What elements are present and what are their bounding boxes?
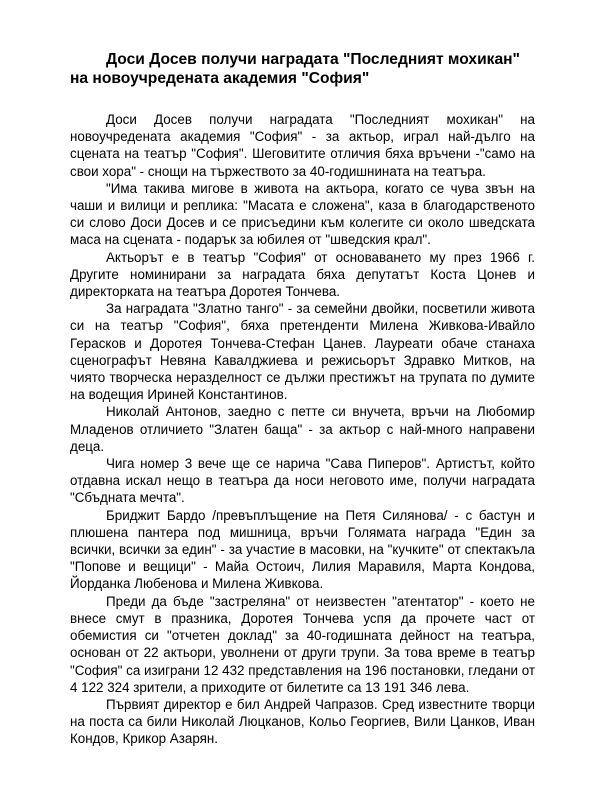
article-body [70,111,535,748]
article-paragraph: Първият директор е бил Андрей Чапразов. Сред известните творци на поста са били Николай Люцканов, Кольо Георгиев, Вили Цанков, Иван Кондов, Крикор Азарян. [70,696,535,747]
article-paragraph: Преди да бъде "застреляна" от неизвестен "атентатор" - което не внесе смут в празника, Доротея Тончева успя да прочете част от обемистия си "отчетен доклад" за 40-годишната дейност на театъра, основан от 22 актьори, уволнени от други трупи. За това време в театър "София" са изиграни 12 432 представления на 196 постановки, гледани от 4 122 324 зрители, а приходите от билетите са 13 191 346 лева. [70,593,535,695]
article-paragraph: Николай Антонов, заедно с петте си внучета, връчи на Любомир Младенов отличието "Златен баща" - за актьор с най-много направени деца. [70,404,535,454]
article-paragraph: Чига номер 3 вече ще се нарича "Сава Пиперов". Артистът, който отдавна искал нещо в театъра да носи неговото име, получи наградата "Сбъднатa мечта". [70,456,535,506]
article-paragraph: Актьорът е в театър "София" от основаването му през 1966 г. Другите номинирани за наградата бяха депутатът Коста Цонев и директорката на театъра Доротея Тончева. [70,249,535,300]
article-title: Доси Досев получи наградата "Последният мохикан" на новоучредената академия "София" [70,51,520,87]
article-paragraph: "Има такива мигове в живота на актьора, когато се чува звън на чаши и вилици и реплика: "Масата е сложена", каза в благодарственото си слово Доси Досев и се присъедини към колегите си около шведската маса на сцената - подарък за юбилея от "шведския крал". [70,180,535,248]
article-paragraph: Бриджит Бардо /превъплъщение на Петя Силянова/ - с бастун и плюшена пантера под мишница, връчи Голямата награда "Един за всички, всички за един" - за участие в масовки, на "кучките" от спектакъла "Попове и вещици" - Майа Остоич, Лилия Маравиля, Марта Кондова, Йорданка Любенова и Милена Живкова. [70,507,535,592]
article-paragraph: Доси Досев получи наградата "Последният мохикан" на новоучредената академия "София" - за актьор, играл най-дълго на сцената на театър "София". Шеговитите отличия бяха връчени -"само на свои хора" - снощи на тържеството за 40-годишнината на театъра. [70,112,535,179]
article-paragraph: За наградата "Златно танго" - за семейни двойки, посветили живота си на театър "София", бяха претенденти Милена Живкова-Ивайло Герасков и Доротея Тончева-Стефан Цанев. Лауреати обаче станаха сценографът Невяна Кавалджиева и режисьорът Здравко Митков, на чиято творческа неразделност се дължи престижът на трупата по думите на водещия Ириней Константинов. [70,301,535,403]
